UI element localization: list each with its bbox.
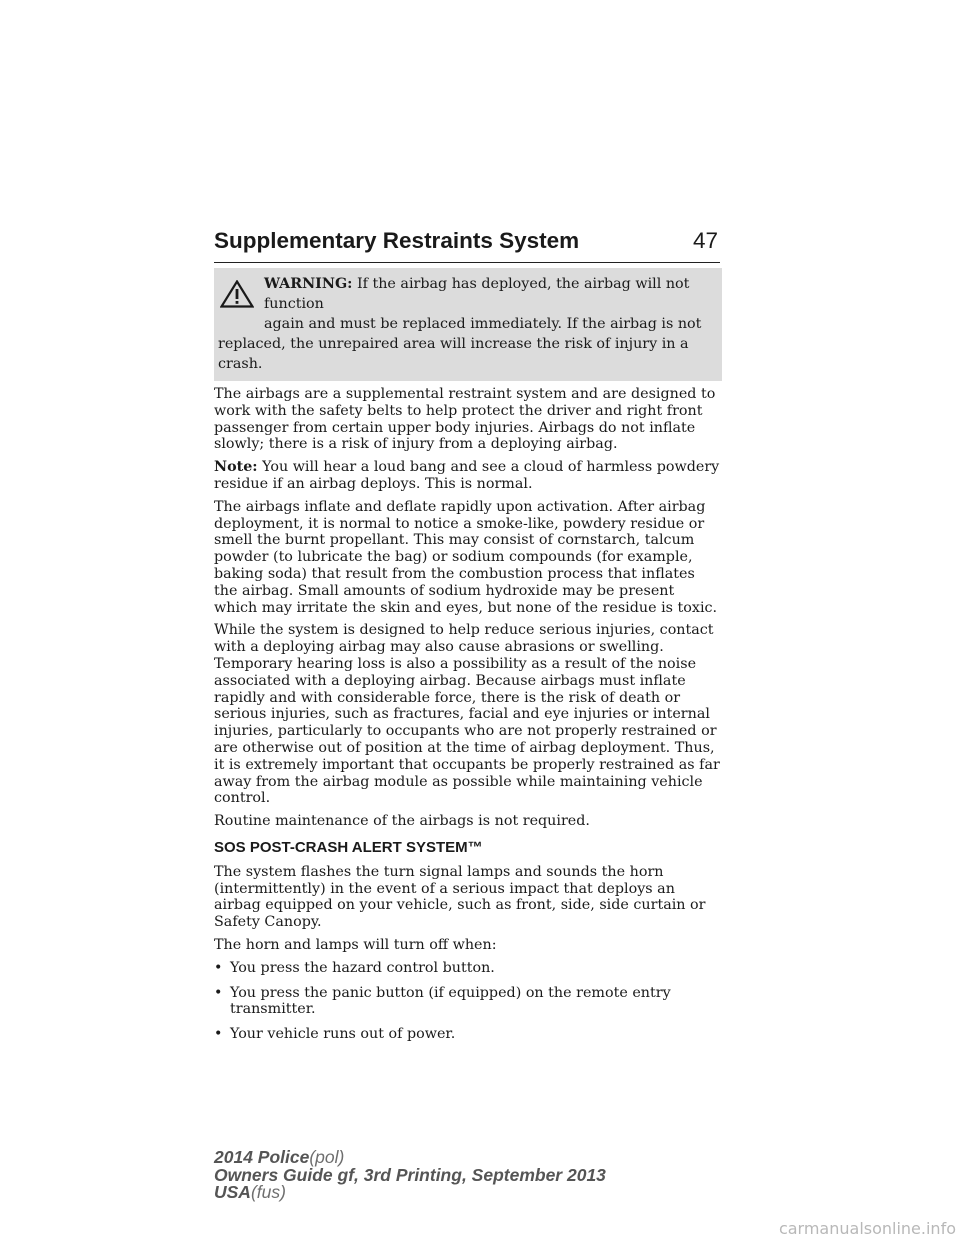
warning-box: [214, 268, 722, 381]
paragraph-airbag-injuries: While the system is designed to help reduce serious injuries, contact with a deploying airbag may also cause abrasions or swelling. Temporary hearing loss is also a possibility as a result of the noise associated with a deploying airbag. Because airbags must inflate rapidly and with considerable force, there is the risk of death or serious injuries, such as fractures, facial and eye injuries or internal injuries, particularly to occupants who are not properly restrained or are otherwise out of position at the time of airbag deployment. Thus, it is extremely important that occupants be properly restrained as far away from the airbag module as possible while maintaining vehicle control.: [214, 622, 720, 807]
footer-line2: Owners Guide gf, 3rd Printing, September 2013: [214, 1164, 606, 1185]
page-footer: [214, 1149, 606, 1202]
chapter-title: Supplementary Restraints System: [214, 228, 580, 253]
paragraph-turn-off: The horn and lamps will turn off when:: [214, 936, 497, 953]
footer-region: USA: [214, 1182, 251, 1202]
note-text: You will hear a loud bang and see a cloud of harmless powdery residue if an airbag deploys. This is normal.: [214, 459, 720, 492]
page-content: [214, 268, 722, 1051]
warning-triangle-icon: [220, 280, 254, 308]
warning-label: WARNING:: [264, 276, 353, 292]
warning-text-line2: again and must be replaced immediately. If the airbag is not: [264, 316, 702, 332]
list-item-text: Your vehicle runs out of power.: [230, 1026, 456, 1043]
page-number: 47: [692, 228, 718, 253]
bullet-list: [214, 960, 722, 1043]
footer-model-code: (pol): [309, 1147, 345, 1167]
footer-region-code: (fus): [250, 1182, 286, 1202]
warning-text-line3: replaced, the unrepaired area will increase the risk of injury in a crash.: [218, 336, 689, 372]
bullet-icon: •: [214, 959, 223, 976]
page-header: [214, 226, 720, 263]
bullet-icon: •: [214, 1026, 223, 1043]
footer-model: 2014 Police: [214, 1147, 310, 1167]
warning-text-line1: If the airbag has deployed, the airbag will not function: [264, 276, 690, 312]
list-item: [214, 985, 722, 1019]
watermark: carmanualsonline.info: [778, 1219, 956, 1238]
list-item-text: You press the panic button (if equipped) on the remote entry transmitter.: [230, 984, 671, 1018]
footer-line3: [214, 1184, 606, 1202]
note-label: Note:: [214, 459, 258, 476]
paragraph-sos-description: The system flashes the turn signal lamps and sounds the horn (intermittently) in the event of a serious impact that deploys an airbag equipped on your vehicle, such as front, side, side curtain or Safety Canopy.: [214, 863, 706, 931]
note-paragraph: [214, 459, 722, 493]
bullet-icon: •: [214, 984, 223, 1001]
section-heading: SOS POST-CRASH ALERT SYSTEM™: [214, 838, 483, 856]
paragraph-airbag-inflation: The airbags inflate and deflate rapidly upon activation. After airbag deployment, it is normal to notice a smoke-like, powdery residue or smell the burnt propellant. This may consist of cornstarch, talcum powder (to lubricate the bag) or sodium compounds (for example, baking soda) that result from the combustion process that inflates the airbag. Small amounts of sodium hydroxide may be present which may irritate the skin and eyes, but none of the residue is toxic.: [214, 498, 718, 616]
list-item-text: You press the hazard control button.: [230, 959, 495, 976]
footer-line1: [214, 1149, 606, 1167]
list-item: [214, 960, 722, 977]
paragraph-airbag-intro: The airbags are a supplemental restraint system and are designed to work with the safety belts to help protect the driver and right front passenger from certain upper body injuries. Airbags do not inflate slowly; there is a risk of injury from a deploying airbag.: [214, 386, 716, 453]
paragraph-maintenance: Routine maintenance of the airbags is not required.: [214, 813, 590, 830]
list-item: [214, 1026, 722, 1043]
